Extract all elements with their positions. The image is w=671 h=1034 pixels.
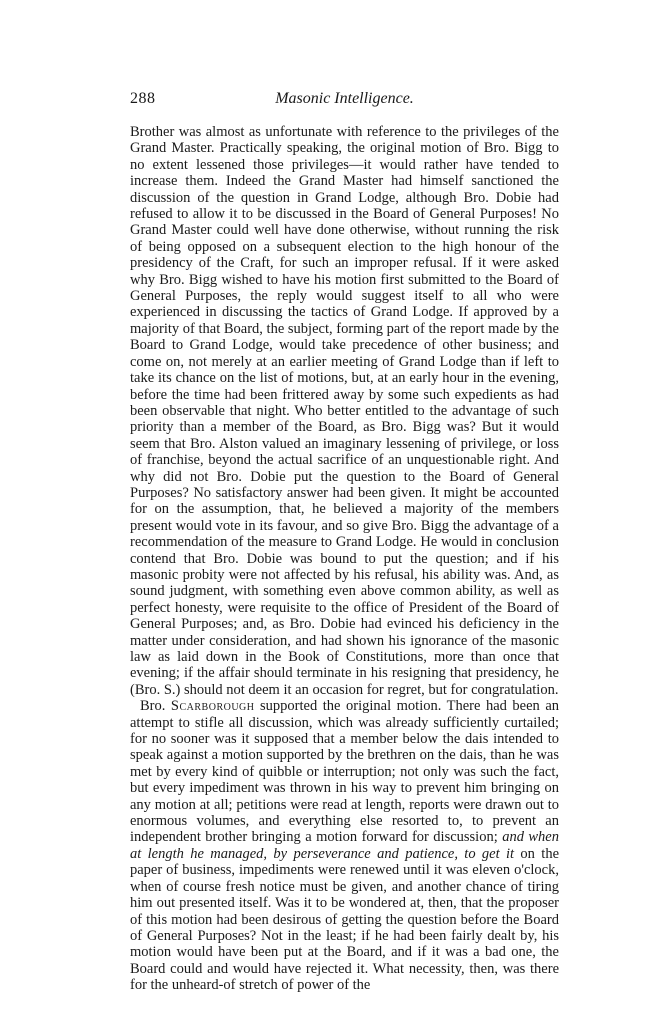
paragraph [130, 698, 559, 993]
paragraph-text: on the paper of business, impediments were renewed until it was eleven o'clock, when of course fresh notice must be given, and another chance of tiring him out presented itself. Was it to be wondered at, then, that the proposer of this motion had been desirous of getting the question before the Board of General Purposes? Not in the least; if he had been fairly dealt by, his motion would have been put at the Board, and if it was a bad one, the Board could and would have rejected it. What necessity, then, was there for the unheard-of stretch of power of the [130, 845, 560, 994]
paragraph-text: supported the original motion. There had been an attempt to stifle all discussion, which was already sufficiently curtailed; for no sooner was it supposed that a member below the dais intended to speak against a motion supported by the brethren on the dais, than he was met by every kind of quibble or interruption; not only was such the fact, but every impediment was thrown in his way to prevent him bringing on any motion at all; petitions were read at length, reports were drawn out to enormous volumes, and everything else resorted to, to prevent an independent brother bringing a motion forward for discussion; [130, 698, 560, 846]
book-page [130, 90, 559, 994]
paragraph: Brother was almost as unfortunate with reference to the privileges of the Grand Master. Practically speaking, the original motion of Bro. Bigg to no extent lessened those privileges—it would rather have tended to increase them. Indeed the Grand Master had himself sanctioned the discussion of the question in Grand Lodge, although Bro. Dobie had refused to allow it to be discussed in the Board of General Purposes! No Grand Master could well have done otherwise, without running the risk of being opposed on a subsequent election to the high honour of the presidency of the Craft, for such an improper refusal. If it were asked why Bro. Bigg wished to have his motion first submitted to the Board of General Purposes, the reply would suggest itself to all who were experienced in discussing the tactics of Grand Lodge. If approved by a majority of that Board, the subject, forming part of the report made by the Board to Grand Lodge, would take precedence of other business; and come on, not merely at an earlier meeting of Grand Lodge than if left to take its chance on the list of motions, but, at an early hour in the evening, before the time had been frittered away by some such expedients as had been observable that night. Who better entitled to the advantage of such priority than a member of the Board, as Bro. Bigg was? But it would seem that Bro. Alston valued an imaginary lessening of privilege, or loss of franchise, beyond the actual sacrifice of an unquestionable right. And why did not Bro. Dobie put the question to the Board of General Purposes? No satisfactory answer had been given. It might be accounted for on the assumption, that, he believed a majority of the members present would vote in its favour, and so give Bro. Bigg the advantage of a recommendation of the measure to Grand Lodge. He would in conclusion contend that Bro. Dobie was bound to put the question; and if his masonic probity were not affected by his refusal, his ability was. And, as sound judgment, with something even above common ability, as well as perfect honesty, were requisite to the office of President of the Board of General Purposes; and, as Bro. Dobie had evinced his deficiency in the matter under consideration, and had shown his ignorance of the masonic law as laid down in the Book of Constitutions, more than once that evening; if the affair should terminate in his resigning that presidency, he (Bro. S.) should not deem it an occasion for regret, but for congratulation. [130, 124, 559, 698]
page-number: 288 [130, 90, 156, 107]
paragraph-lead: Bro. [140, 698, 171, 715]
speaker-name: Scarborough [170, 698, 255, 715]
running-title: Masonic Intelligence. [275, 90, 414, 107]
italic-passage: and when at length he managed, by perseverance and patience, to get it [130, 829, 559, 862]
page-header [130, 90, 559, 116]
page-body [130, 124, 559, 994]
